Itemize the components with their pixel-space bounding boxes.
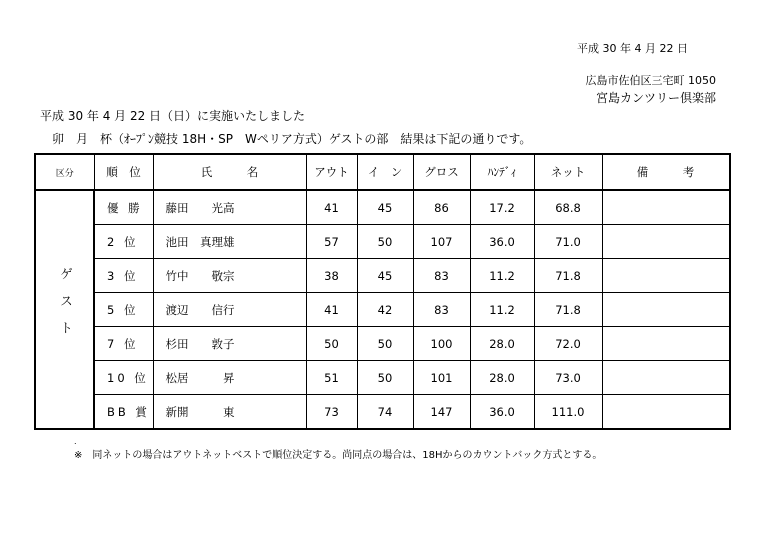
net-cell: 73.0 xyxy=(534,361,602,395)
in-cell: 50 xyxy=(357,327,413,361)
net-cell: 71.8 xyxy=(534,259,602,293)
in-cell: 45 xyxy=(357,259,413,293)
net-cell: 111.0 xyxy=(534,395,602,430)
table-row xyxy=(35,361,730,395)
intro-line-2: 卯 月 杯（ｵｰﾌﾟﾝ競技 18H・SP Wペリア方式）ゲストの部 結果は下記の通りです。 xyxy=(52,132,532,146)
gross-cell: 100 xyxy=(413,327,470,361)
net-cell: 71.0 xyxy=(534,225,602,259)
handicap-cell: 28.0 xyxy=(470,327,534,361)
header-name: 氏 名 xyxy=(153,154,306,190)
handicap-cell: 17.2 xyxy=(470,190,534,225)
name-cell: 新開 東 xyxy=(153,395,306,430)
header-note: 備 考 xyxy=(602,154,730,190)
rank-cell: 優 勝 xyxy=(94,190,153,225)
out-cell: 57 xyxy=(306,225,357,259)
name-cell: 杉田 敦子 xyxy=(153,327,306,361)
results-table xyxy=(34,153,731,430)
out-cell: 50 xyxy=(306,327,357,361)
header-handicap: ﾊﾝﾃﾞｨ xyxy=(470,154,534,190)
name-cell: 松居 昇 xyxy=(153,361,306,395)
club-address: 広島市佐伯区三宅町 1050 xyxy=(585,74,716,87)
out-cell: 73 xyxy=(306,395,357,430)
rank-cell: 5 位 xyxy=(94,293,153,327)
header-kubun: 区分 xyxy=(35,154,94,190)
category-cell xyxy=(35,190,94,429)
document-date: 平成 30 年 4 月 22 日 xyxy=(577,42,688,55)
intro-line-1: 平成 30 年 4 月 22 日（日）に実施いたしました xyxy=(40,109,306,123)
in-cell: 45 xyxy=(357,190,413,225)
header-in: イ ン xyxy=(357,154,413,190)
gross-cell: 147 xyxy=(413,395,470,430)
in-cell: 50 xyxy=(357,225,413,259)
out-cell: 51 xyxy=(306,361,357,395)
gross-cell: 83 xyxy=(413,293,470,327)
net-cell: 68.8 xyxy=(534,190,602,225)
in-cell: 74 xyxy=(357,395,413,430)
net-cell: 72.0 xyxy=(534,327,602,361)
note-cell xyxy=(602,293,730,327)
note-cell xyxy=(602,225,730,259)
name-cell: 渡辺 信行 xyxy=(153,293,306,327)
handicap-cell: 11.2 xyxy=(470,259,534,293)
footnote: ※ 同ネットの場合はアウトネットベストで順位決定する。尚同点の場合は、18Hからのカウントバック方式とする。 xyxy=(74,450,603,461)
note-cell xyxy=(602,327,730,361)
club-name: 宮島カンツリー倶楽部 xyxy=(595,91,716,105)
gross-cell: 83 xyxy=(413,259,470,293)
name-cell: 池田 真理雄 xyxy=(153,225,306,259)
rank-cell: 7 位 xyxy=(94,327,153,361)
table-row xyxy=(35,190,730,225)
header-gross: グロス xyxy=(413,154,470,190)
out-cell: 41 xyxy=(306,293,357,327)
table-row xyxy=(35,327,730,361)
handicap-cell: 36.0 xyxy=(470,395,534,430)
table-row xyxy=(35,293,730,327)
net-cell: 71.8 xyxy=(534,293,602,327)
gross-cell: 101 xyxy=(413,361,470,395)
handicap-cell: 28.0 xyxy=(470,361,534,395)
table-header-row xyxy=(35,154,730,190)
table-row xyxy=(35,225,730,259)
header-out: アウト xyxy=(306,154,357,190)
rank-cell: 10 位 xyxy=(94,361,153,395)
gross-cell: 107 xyxy=(413,225,470,259)
header-net: ネット xyxy=(534,154,602,190)
out-cell: 38 xyxy=(306,259,357,293)
footnote-dot: . xyxy=(74,437,77,446)
gross-cell: 86 xyxy=(413,190,470,225)
name-cell: 竹中 敬宗 xyxy=(153,259,306,293)
category-label: ゲスト xyxy=(57,267,72,348)
in-cell: 42 xyxy=(357,293,413,327)
table-row xyxy=(35,395,730,430)
name-cell: 藤田 光高 xyxy=(153,190,306,225)
rank-cell: BB 賞 xyxy=(94,395,153,430)
note-cell xyxy=(602,259,730,293)
out-cell: 41 xyxy=(306,190,357,225)
rank-cell: 3 位 xyxy=(94,259,153,293)
rank-cell: 2 位 xyxy=(94,225,153,259)
note-cell xyxy=(602,190,730,225)
in-cell: 50 xyxy=(357,361,413,395)
table-row xyxy=(35,259,730,293)
handicap-cell: 11.2 xyxy=(470,293,534,327)
header-rank: 順 位 xyxy=(94,154,153,190)
handicap-cell: 36.0 xyxy=(470,225,534,259)
note-cell xyxy=(602,361,730,395)
note-cell xyxy=(602,395,730,430)
